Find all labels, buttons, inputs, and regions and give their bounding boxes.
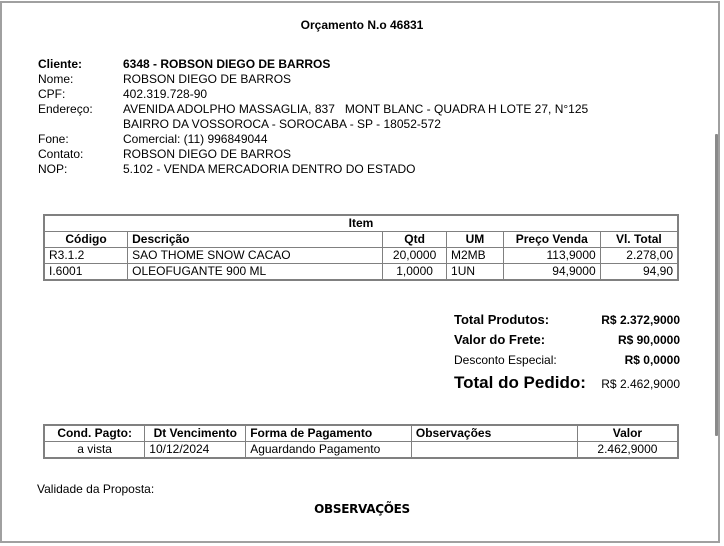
address-row — [38, 102, 588, 117]
phone-value: Comercial: (11) 996849044 — [123, 132, 268, 146]
total-pedido-row — [454, 370, 680, 396]
phone-label: Fone: — [38, 132, 69, 146]
address-value: AVENIDA ADOLPHO MASSAGLIA, 837 MONT BLANC - QUADRA H LOTE 27, N°125 — [123, 102, 589, 116]
items-table — [43, 214, 679, 281]
col-header-qtd: Qtd — [383, 232, 447, 248]
valor-frete-value: R$ 90,0000 — [617, 333, 680, 347]
cell-forma-pagamento: Aguardando Pagamento — [246, 442, 412, 459]
totals-summary — [454, 310, 680, 396]
total-pedido-value: R$ 2.462,9000 — [601, 377, 680, 391]
observations-heading: OBSERVAÇÕES — [314, 502, 410, 516]
cell-observacoes — [411, 442, 577, 459]
cell-cond-pagto: a vista — [44, 442, 145, 459]
name-label: Nome: — [38, 72, 74, 86]
cell-codigo: I.6001 — [44, 264, 128, 281]
desconto-label: Desconto Especial: — [454, 353, 557, 367]
table-row — [44, 264, 678, 281]
nop-label: NOP: — [38, 162, 68, 176]
address-label: Endereço: — [38, 102, 93, 116]
col-header-forma-pagamento: Forma de Pagamento — [246, 425, 412, 442]
total-produtos-row — [454, 310, 680, 330]
cell-vl-total: 94,90 — [600, 264, 678, 281]
cell-qtd: 20,0000 — [383, 248, 447, 264]
items-header-row — [44, 232, 678, 248]
contact-label: Contato: — [38, 147, 84, 161]
cell-um: 1UN — [447, 264, 504, 281]
cell-codigo: R3.1.2 — [44, 248, 128, 264]
validity-label: Validade da Proposta: — [37, 482, 155, 496]
total-pedido-label: Total do Pedido: — [454, 373, 586, 392]
valor-frete-row — [454, 330, 680, 350]
address-value-2: BAIRRO DA VOSSOROCA - SOROCABA - SP - 18052-572 — [123, 117, 441, 131]
col-header-cond-pagto: Cond. Pagto: — [44, 425, 145, 442]
cell-descricao: SAO THOME SNOW CACAO — [128, 248, 383, 264]
cell-preco-venda: 94,9000 — [503, 264, 600, 281]
col-header-vl-total: Vl. Total — [600, 232, 678, 248]
contact-value: ROBSON DIEGO DE BARROS — [123, 147, 292, 161]
client-value: 6348 - ROBSON DIEGO DE BARROS — [123, 57, 331, 71]
col-header-descricao: Descrição — [128, 232, 383, 248]
cpf-row — [38, 87, 588, 102]
cell-descricao: OLEOFUGANTE 900 ML — [128, 264, 383, 281]
col-header-preco-venda: Preço Venda — [503, 232, 600, 248]
payment-table — [43, 424, 679, 459]
cell-preco-venda: 113,9000 — [503, 248, 600, 264]
cell-um: M2MB — [447, 248, 504, 264]
client-label: Cliente: — [38, 57, 83, 71]
vertical-scrollbar[interactable] — [715, 134, 718, 436]
address-label-2 — [38, 117, 123, 132]
payment-header-row — [44, 425, 678, 442]
table-row — [44, 248, 678, 264]
col-header-observacoes: Observações — [411, 425, 577, 442]
desconto-value: R$ 0,0000 — [624, 353, 680, 367]
document-title: Orçamento N.o 46831 — [300, 18, 424, 32]
cell-vl-total: 2.278,00 — [600, 248, 678, 264]
address-row-2 — [38, 117, 588, 132]
cpf-value: 402.319.728-90 — [123, 87, 208, 101]
client-info — [38, 57, 588, 177]
items-caption-row — [44, 215, 678, 232]
cell-valor: 2.462,9000 — [577, 442, 678, 459]
name-row — [38, 72, 588, 87]
col-header-codigo: Código — [44, 232, 128, 248]
col-header-valor: Valor — [577, 425, 678, 442]
desconto-row — [454, 350, 680, 370]
nop-value: 5.102 - VENDA MERCADORIA DENTRO DO ESTADO — [123, 162, 416, 176]
total-produtos-label: Total Produtos: — [454, 312, 550, 327]
items-caption: Item — [44, 215, 678, 232]
client-row — [38, 57, 588, 72]
table-row — [44, 442, 678, 459]
col-header-um: UM — [447, 232, 504, 248]
cell-qtd: 1,0000 — [383, 264, 447, 281]
cpf-label: CPF: — [38, 87, 66, 101]
nop-row — [38, 162, 588, 177]
cell-dt-vencimento: 10/12/2024 — [145, 442, 246, 459]
name-value: ROBSON DIEGO DE BARROS — [123, 72, 292, 86]
col-header-dt-vencimento: Dt Vencimento — [145, 425, 246, 442]
valor-frete-label: Valor do Frete: — [454, 332, 546, 347]
contact-row — [38, 147, 588, 162]
total-produtos-value: R$ 2.372,9000 — [601, 313, 680, 327]
phone-row — [38, 132, 588, 147]
